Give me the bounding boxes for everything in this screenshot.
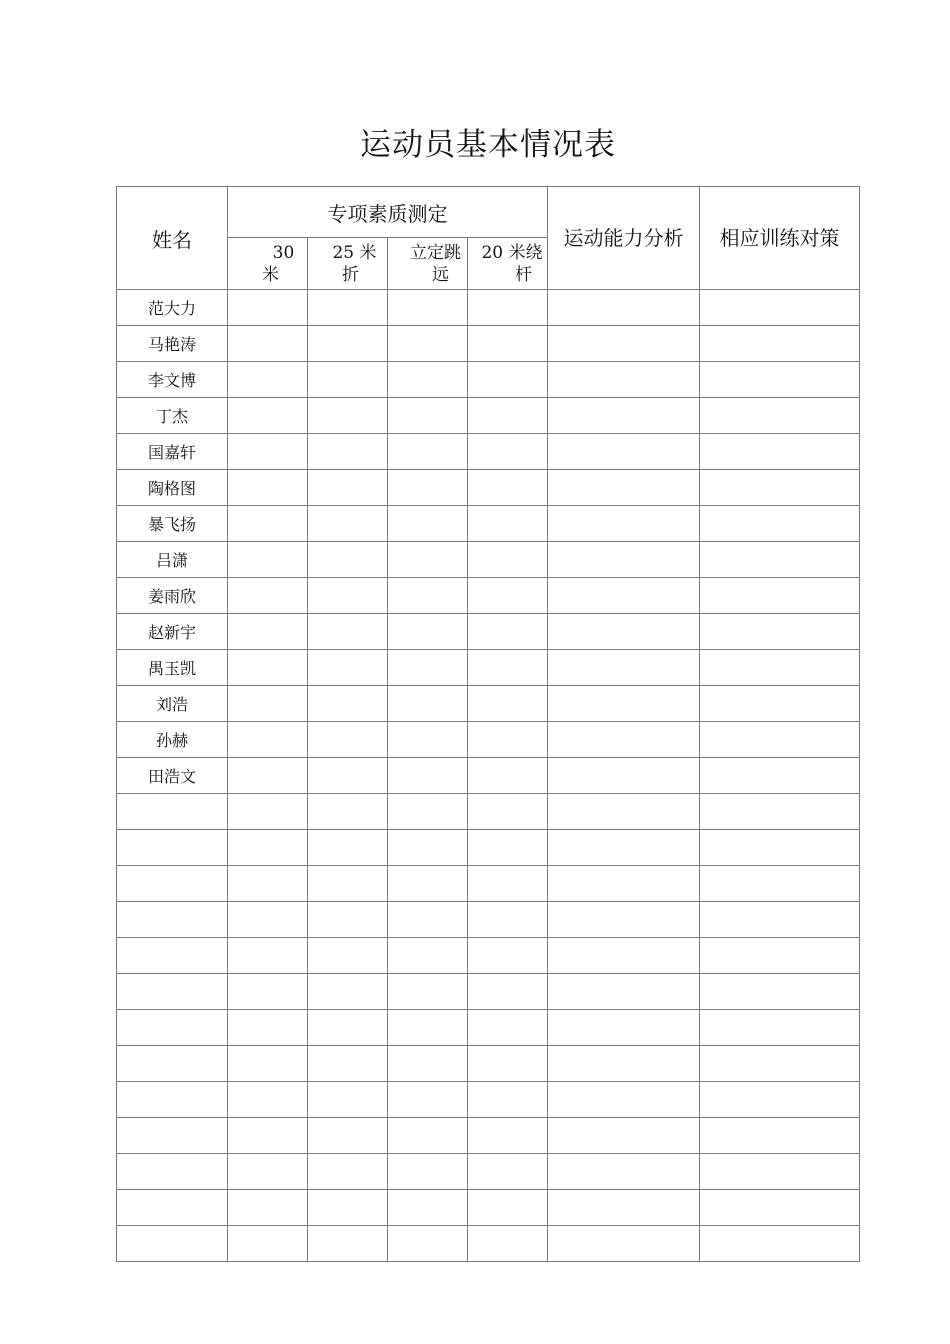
table-cell[interactable] (308, 1190, 388, 1226)
table-cell[interactable] (548, 650, 700, 686)
header-25m-shuttle: 25 米 折 (308, 238, 388, 290)
table-cell[interactable] (228, 326, 308, 362)
table-row (117, 578, 860, 614)
table-cell[interactable] (548, 794, 700, 830)
table-cell[interactable] (388, 938, 468, 974)
table-cell[interactable] (548, 974, 700, 1010)
table-cell[interactable] (388, 398, 468, 434)
table-cell[interactable] (548, 1154, 700, 1190)
table-row (117, 1010, 860, 1046)
table-cell[interactable] (308, 326, 388, 362)
table-cell[interactable] (700, 1226, 860, 1262)
table-cell[interactable] (700, 1010, 860, 1046)
table-cell[interactable] (548, 398, 700, 434)
table-cell[interactable] (700, 614, 860, 650)
table-cell[interactable] (700, 1046, 860, 1082)
table-cell[interactable] (228, 1226, 308, 1262)
table-cell[interactable] (388, 1154, 468, 1190)
table-row (117, 1046, 860, 1082)
table-cell[interactable] (468, 578, 548, 614)
table-cell[interactable] (388, 578, 468, 614)
table-cell[interactable] (548, 578, 700, 614)
table-cell[interactable] (228, 938, 308, 974)
table-cell[interactable] (388, 542, 468, 578)
table-cell[interactable] (228, 398, 308, 434)
table-cell[interactable] (308, 686, 388, 722)
header-name: 姓名 (117, 187, 228, 290)
table-cell[interactable] (228, 1154, 308, 1190)
table-row (117, 974, 860, 1010)
table-cell[interactable] (308, 1046, 388, 1082)
table-cell[interactable] (548, 830, 700, 866)
athlete-name-cell[interactable] (117, 830, 228, 866)
table-cell[interactable] (700, 398, 860, 434)
table-row (117, 470, 860, 506)
table-row (117, 434, 860, 470)
table-cell[interactable] (388, 866, 468, 902)
table-cell[interactable] (388, 1046, 468, 1082)
table-cell[interactable] (468, 938, 548, 974)
table-cell[interactable] (700, 902, 860, 938)
table-cell[interactable] (700, 1154, 860, 1190)
table-cell[interactable] (308, 614, 388, 650)
athlete-name-cell[interactable]: 丁杰 (117, 398, 228, 434)
table-row (117, 866, 860, 902)
table-cell[interactable] (228, 542, 308, 578)
table-cell[interactable] (388, 722, 468, 758)
athlete-name-cell[interactable]: 赵新宇 (117, 614, 228, 650)
table-cell[interactable] (308, 1118, 388, 1154)
table-cell[interactable] (548, 1046, 700, 1082)
header-special-quality: 专项素质测定 (228, 187, 548, 238)
table-cell[interactable] (308, 758, 388, 794)
table-cell[interactable] (468, 1154, 548, 1190)
table-cell[interactable] (548, 470, 700, 506)
athlete-name-cell[interactable] (117, 938, 228, 974)
table-cell[interactable] (548, 1118, 700, 1154)
athlete-name-cell[interactable] (117, 1010, 228, 1046)
table-cell[interactable] (468, 1046, 548, 1082)
table-cell[interactable] (388, 1010, 468, 1046)
table-cell[interactable] (468, 434, 548, 470)
header-20m-pole-run: 20 米绕 杆 (468, 238, 548, 290)
table-cell[interactable] (388, 974, 468, 1010)
table-cell[interactable] (548, 434, 700, 470)
table-cell[interactable] (228, 686, 308, 722)
table-row (117, 1226, 860, 1262)
table-cell[interactable] (228, 902, 308, 938)
table-cell[interactable] (308, 794, 388, 830)
table-cell[interactable] (468, 830, 548, 866)
table-cell[interactable] (388, 794, 468, 830)
table-cell[interactable] (308, 938, 388, 974)
table-cell[interactable] (700, 506, 860, 542)
table-cell[interactable] (548, 722, 700, 758)
table-row (117, 542, 860, 578)
table-cell[interactable] (388, 614, 468, 650)
athlete-name-cell[interactable]: 刘浩 (117, 686, 228, 722)
table-row (117, 614, 860, 650)
table-cell[interactable] (700, 1118, 860, 1154)
table-cell[interactable] (700, 686, 860, 722)
table-cell[interactable] (228, 506, 308, 542)
table-cell[interactable] (308, 506, 388, 542)
athlete-name-cell[interactable]: 吕潇 (117, 542, 228, 578)
table-cell[interactable] (308, 398, 388, 434)
table-cell[interactable] (388, 470, 468, 506)
table-cell[interactable] (308, 722, 388, 758)
table-cell[interactable] (388, 902, 468, 938)
athlete-name-cell[interactable] (117, 1118, 228, 1154)
table-cell[interactable] (468, 1226, 548, 1262)
table-cell[interactable] (388, 1190, 468, 1226)
table-cell[interactable] (468, 1190, 548, 1226)
table-cell[interactable] (388, 686, 468, 722)
table-cell[interactable] (228, 434, 308, 470)
table-cell[interactable] (548, 614, 700, 650)
athlete-name-cell[interactable] (117, 902, 228, 938)
table-cell[interactable] (228, 290, 308, 326)
table-cell[interactable] (308, 290, 388, 326)
table-cell[interactable] (228, 794, 308, 830)
athlete-name-cell[interactable]: 孙赫 (117, 722, 228, 758)
table-cell[interactable] (228, 1082, 308, 1118)
table-cell[interactable] (388, 650, 468, 686)
table-cell[interactable] (468, 290, 548, 326)
table-cell[interactable] (308, 434, 388, 470)
table-cell[interactable] (228, 974, 308, 1010)
table-row (117, 398, 860, 434)
table-row (117, 326, 860, 362)
table-cell[interactable] (388, 326, 468, 362)
table-cell[interactable] (548, 362, 700, 398)
table-cell[interactable] (548, 326, 700, 362)
table-cell[interactable] (308, 542, 388, 578)
table-cell[interactable] (548, 290, 700, 326)
table-cell[interactable] (308, 830, 388, 866)
header-training-strategy: 相应训练对策 (700, 187, 860, 290)
table-row (117, 290, 860, 326)
table-cell[interactable] (388, 830, 468, 866)
table-cell[interactable] (700, 326, 860, 362)
table-row (117, 830, 860, 866)
table-cell[interactable] (228, 1046, 308, 1082)
table-cell[interactable] (548, 542, 700, 578)
table-cell[interactable] (228, 1010, 308, 1046)
table-row (117, 686, 860, 722)
table-cell[interactable] (700, 1190, 860, 1226)
athlete-name-cell[interactable] (117, 1190, 228, 1226)
table-cell[interactable] (308, 1154, 388, 1190)
table-cell[interactable] (700, 542, 860, 578)
table-cell[interactable] (700, 1082, 860, 1118)
table-cell[interactable] (468, 794, 548, 830)
table-row (117, 902, 860, 938)
table-cell[interactable] (548, 866, 700, 902)
table-cell[interactable] (228, 362, 308, 398)
athlete-name-cell[interactable]: 禺玉凯 (117, 650, 228, 686)
table-cell[interactable] (468, 470, 548, 506)
athlete-name-cell[interactable] (117, 794, 228, 830)
table-cell[interactable] (548, 902, 700, 938)
table-cell[interactable] (468, 542, 548, 578)
header-30m: 30 米 (228, 238, 308, 290)
header-standing-long-jump: 立定跳 远 (388, 238, 468, 290)
table-cell[interactable] (468, 326, 548, 362)
table-cell[interactable] (228, 1190, 308, 1226)
table-cell[interactable] (700, 938, 860, 974)
table-cell[interactable] (388, 758, 468, 794)
table-cell[interactable] (308, 470, 388, 506)
athlete-name-cell[interactable] (117, 866, 228, 902)
athlete-name-cell[interactable] (117, 1154, 228, 1190)
table-cell[interactable] (700, 470, 860, 506)
table-cell[interactable] (700, 578, 860, 614)
athlete-name-cell[interactable]: 李文博 (117, 362, 228, 398)
table-row (117, 938, 860, 974)
athlete-name-cell[interactable]: 陶格图 (117, 470, 228, 506)
athlete-name-cell[interactable] (117, 1046, 228, 1082)
table-cell[interactable] (228, 758, 308, 794)
table-cell[interactable] (700, 794, 860, 830)
table-cell[interactable] (700, 434, 860, 470)
table-cell[interactable] (388, 434, 468, 470)
athlete-table (116, 186, 860, 1262)
table-cell[interactable] (468, 902, 548, 938)
table-row (117, 1154, 860, 1190)
page-title: 运动员基本情况表 (360, 126, 616, 163)
athlete-name-cell[interactable] (117, 1226, 228, 1262)
table-cell[interactable] (548, 758, 700, 794)
athlete-name-cell[interactable] (117, 1082, 228, 1118)
table-cell[interactable] (388, 506, 468, 542)
table-row (117, 506, 860, 542)
athlete-name-cell[interactable]: 暴飞扬 (117, 506, 228, 542)
table-cell[interactable] (468, 398, 548, 434)
table-cell[interactable] (388, 1226, 468, 1262)
athlete-name-cell[interactable]: 国嘉轩 (117, 434, 228, 470)
table-cell[interactable] (308, 974, 388, 1010)
table-cell[interactable] (468, 866, 548, 902)
table-cell[interactable] (468, 506, 548, 542)
table-row (117, 758, 860, 794)
table-cell[interactable] (700, 974, 860, 1010)
table-cell[interactable] (388, 1118, 468, 1154)
table-cell[interactable] (700, 362, 860, 398)
table-cell[interactable] (700, 830, 860, 866)
athlete-name-cell[interactable] (117, 974, 228, 1010)
table-cell[interactable] (308, 578, 388, 614)
table-cell[interactable] (548, 686, 700, 722)
table-cell[interactable] (468, 1082, 548, 1118)
table-cell[interactable] (228, 614, 308, 650)
table-row (117, 1082, 860, 1118)
table-cell[interactable] (468, 362, 548, 398)
table-cell[interactable] (700, 722, 860, 758)
header-ability-analysis: 运动能力分析 (548, 187, 700, 290)
table-cell[interactable] (468, 722, 548, 758)
athlete-name-cell[interactable]: 田浩文 (117, 758, 228, 794)
athlete-name-cell[interactable]: 马艳涛 (117, 326, 228, 362)
athlete-name-cell[interactable]: 范大力 (117, 290, 228, 326)
table-cell[interactable] (228, 1118, 308, 1154)
table-cell[interactable] (308, 902, 388, 938)
table-row (117, 722, 860, 758)
table-cell[interactable] (388, 1082, 468, 1118)
table-cell[interactable] (388, 290, 468, 326)
table-cell[interactable] (548, 1226, 700, 1262)
table-cell[interactable] (468, 758, 548, 794)
table-cell[interactable] (548, 1190, 700, 1226)
table-cell[interactable] (228, 722, 308, 758)
table-cell[interactable] (308, 866, 388, 902)
table-cell[interactable] (388, 362, 468, 398)
table-cell[interactable] (228, 830, 308, 866)
table-cell[interactable] (308, 1226, 388, 1262)
table-cell[interactable] (468, 614, 548, 650)
table-cell[interactable] (548, 1010, 700, 1046)
table-row (117, 794, 860, 830)
table-cell[interactable] (228, 866, 308, 902)
table-cell[interactable] (468, 650, 548, 686)
table-cell[interactable] (468, 1010, 548, 1046)
table-cell[interactable] (468, 1118, 548, 1154)
table-cell[interactable] (228, 578, 308, 614)
table-cell[interactable] (228, 470, 308, 506)
table-cell[interactable] (308, 1010, 388, 1046)
table-cell[interactable] (700, 866, 860, 902)
table-cell[interactable] (700, 290, 860, 326)
table-row (117, 650, 860, 686)
athlete-name-cell[interactable]: 姜雨欣 (117, 578, 228, 614)
table-cell[interactable] (548, 1082, 700, 1118)
table-cell[interactable] (308, 650, 388, 686)
table-cell[interactable] (700, 650, 860, 686)
table-cell[interactable] (308, 362, 388, 398)
table-cell[interactable] (468, 974, 548, 1010)
table-row (117, 1190, 860, 1226)
table-cell[interactable] (548, 506, 700, 542)
table-cell[interactable] (308, 1082, 388, 1118)
table-cell[interactable] (468, 686, 548, 722)
table-cell[interactable] (228, 650, 308, 686)
table-cell[interactable] (548, 938, 700, 974)
table-row (117, 362, 860, 398)
table-row (117, 1118, 860, 1154)
table-cell[interactable] (700, 758, 860, 794)
